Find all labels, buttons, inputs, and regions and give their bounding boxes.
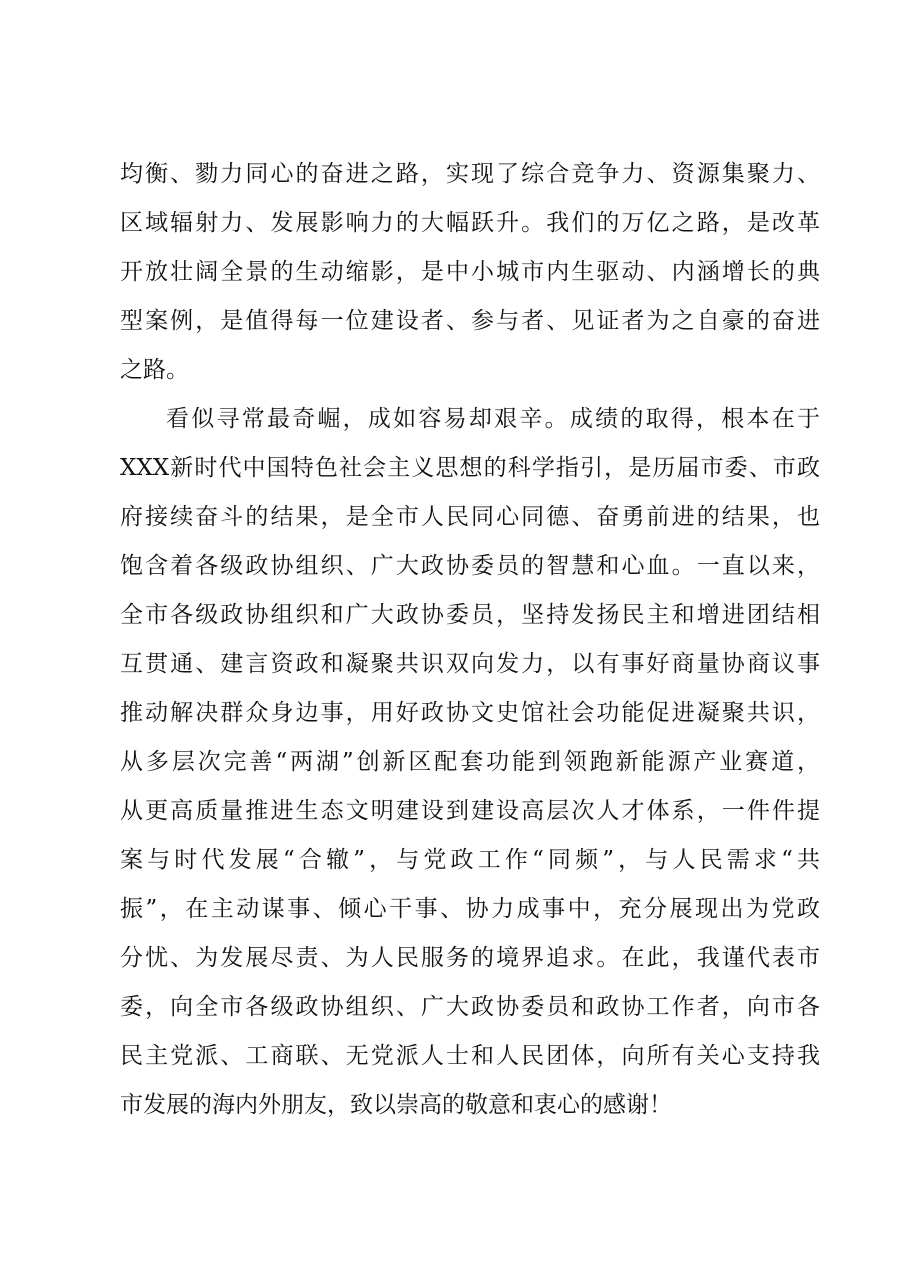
text-line: 饱含着各级政协组织、广大政协委员的智慧和心血。一直以来， bbox=[120, 553, 820, 579]
text-line: 型案例，是值得每一位建设者、参与者、见证者为之自豪的奋进 bbox=[120, 308, 820, 334]
paragraph-2 bbox=[120, 395, 820, 1130]
text-line: 从多层次完善“两湖”创新区配套功能到领跑新能源产业赛道， bbox=[120, 749, 820, 775]
paragraph-1 bbox=[120, 150, 820, 395]
text-line: 互贯通、建言资政和凝聚共识双向发力，以有事好商量协商议事 bbox=[120, 651, 820, 677]
text-line: 开放壮阔全景的生动缩影，是中小城市内生驱动、内涵增长的典 bbox=[120, 259, 820, 285]
text-line: 分忧、为发展尽责、为人民服务的境界追求。在此，我谨代表市 bbox=[120, 945, 820, 971]
text-line: XXX新时代中国特色社会主义思想的科学指引，是历届市委、市政 bbox=[120, 455, 820, 481]
text-line: 府接续奋斗的结果，是全市人民同心同德、奋勇前进的结果，也 bbox=[120, 504, 820, 530]
text-line: 从更高质量推进生态文明建设到建设高层次人才体系，一件件提 bbox=[120, 798, 820, 824]
text-line: 委，向全市各级政协组织、广大政协委员和政协工作者，向市各 bbox=[120, 994, 820, 1020]
text-line: 民主党派、工商联、无党派人士和人民团体，向所有关心支持我 bbox=[120, 1043, 820, 1069]
text-line: 区域辐射力、发展影响力的大幅跃升。我们的万亿之路，是改革 bbox=[120, 210, 820, 236]
text-line: 看似寻常最奇崛，成如容易却艰辛。成绩的取得，根本在于 bbox=[166, 406, 820, 432]
text-line: 案与时代发展“合辙”，与党政工作“同频”，与人民需求“共 bbox=[120, 847, 820, 873]
text-line: 全市各级政协组织和广大政协委员，坚持发扬民主和增进团结相 bbox=[120, 602, 820, 628]
text-line: 均衡、勠力同心的奋进之路，实现了综合竞争力、资源集聚力、 bbox=[120, 161, 820, 187]
document-body bbox=[120, 150, 820, 1130]
text-line: 之路。 bbox=[120, 357, 189, 383]
text-line: 振”，在主动谋事、倾心干事、协力成事中，充分展现出为党政 bbox=[120, 896, 820, 922]
text-line: 推动解决群众身边事，用好政协文史馆社会功能促进凝聚共识， bbox=[120, 700, 820, 726]
text-line: 市发展的海内外朋友，致以崇高的敬意和衷心的感谢！ bbox=[120, 1092, 672, 1118]
